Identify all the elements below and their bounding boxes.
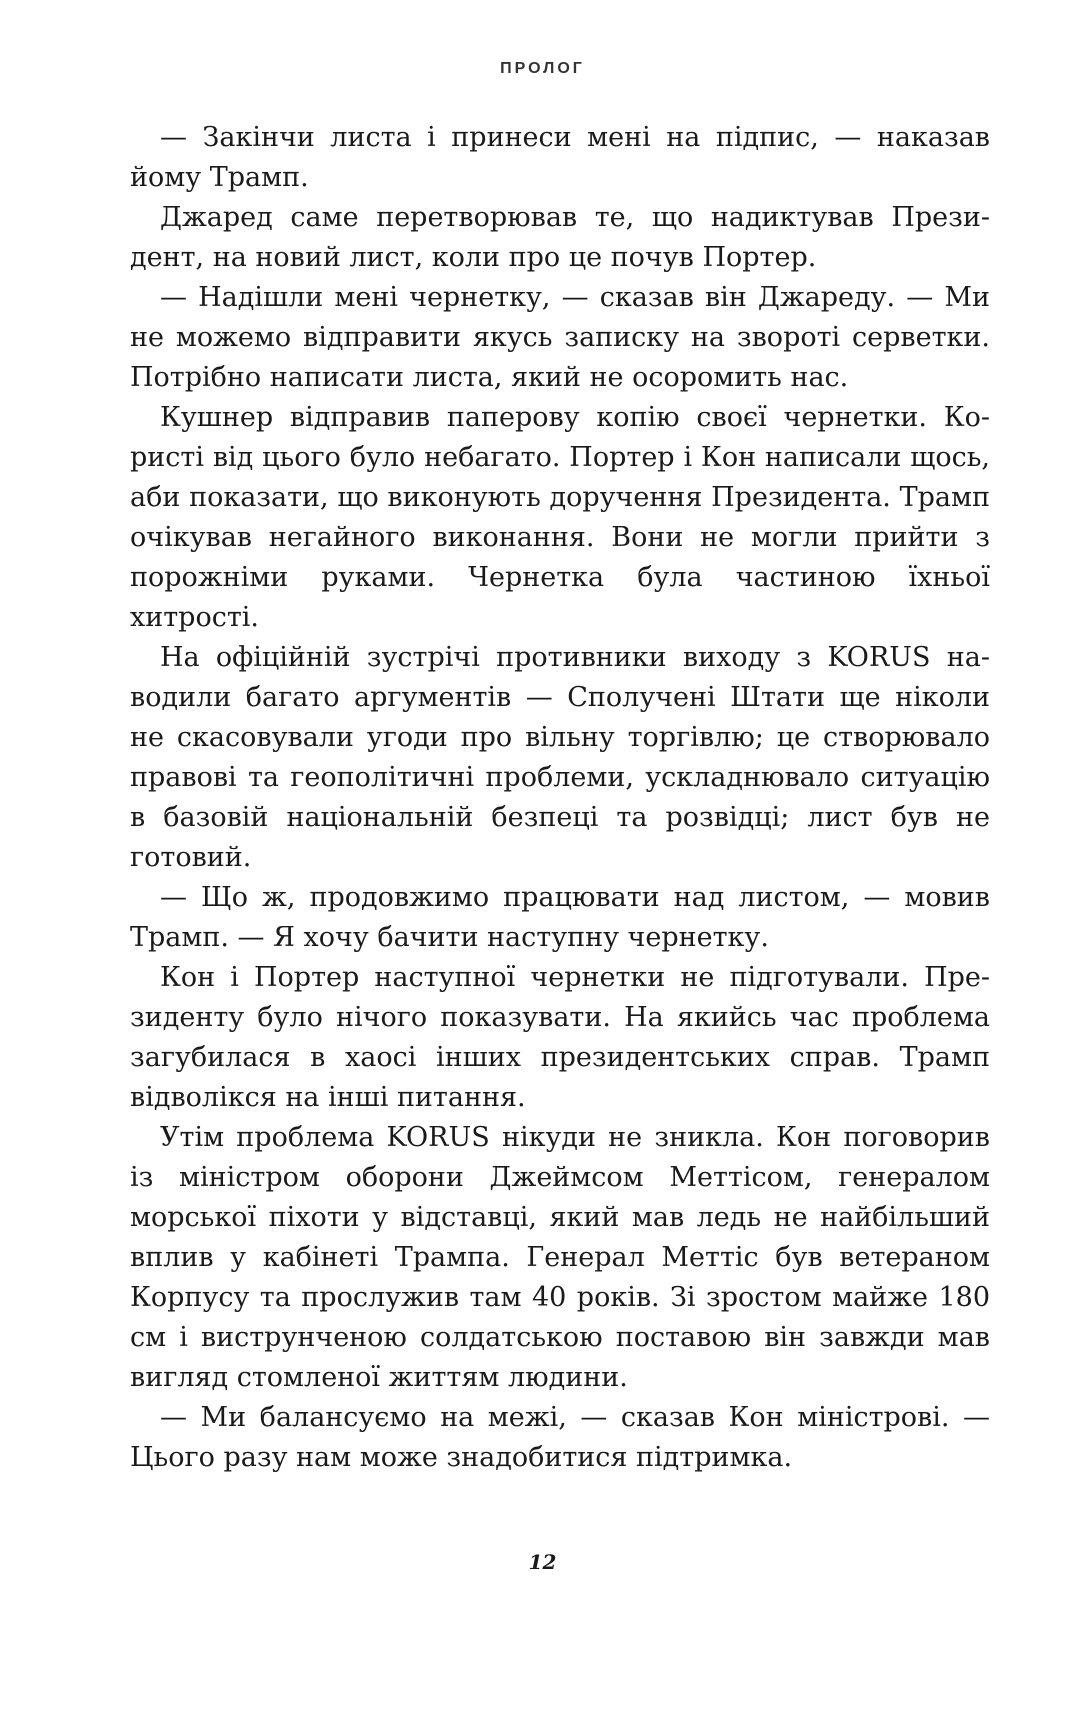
paragraph: — Що ж, продовжимо працювати над листом, — мовив Трамп. — Я хочу бачити наступну чернетку. xyxy=(130,882,990,953)
paragraph: — Ми балансуємо на межі, — сказав Кон міністрові. — Цього разу нам може знадобитися підтримка. xyxy=(130,1402,990,1473)
paragraph: Джаред саме перетворював те, що надиктував Президент, на новий лист, коли про це почув Портер. xyxy=(130,202,990,273)
paragraph: — Надішли мені чернетку, — сказав він Джареду. — Ми не можемо відправити якусь записку на звороті серветки. Потрібно написати листа, який не осоромить нас. xyxy=(130,282,990,393)
paragraph: Кон і Портер наступної чернетки не підготували. Президенту було нічого показувати. На якийсь час проблема загубилася в хаосі інших президентських справ. Трамп відволікся на інші питання. xyxy=(130,962,990,1113)
paragraph: Кушнер відправив паперову копію своєї чернетки. Користі від цього було небагато. Портер і Кон написали щось, аби показати, що виконують доручення Президента. Трамп очікував негайного виконання. Вони не могли прийти з порожніми руками. Чернетка була частиною їхньої хитрості. xyxy=(130,402,990,633)
paragraph: Утім проблема KORUS нікуди не зникла. Кон поговорив із міністром оборони Джеймсом Меттісом, генералом морської піхоти у відставці, який мав ледь не найбільший вплив у кабінеті Трампа. Генерал Меттіс був ветераном Корпусу та прослужив там 40 років. Зі зростом майже 180 см і виструнченою солдатською поставою він завжди мав вигляд стомленої життям людини. xyxy=(130,1122,990,1393)
running-title: ПРОЛОГ xyxy=(500,60,585,77)
paragraph: — Закінчи листа і принеси мені на підпис, — наказав йому Трамп. xyxy=(130,122,990,193)
page-number: 12 xyxy=(528,1550,557,1574)
paragraph: На офіційній зустрічі противники виходу з KORUS наводили багато аргументів — Сполучені Штати ще ніколи не скасовували угоди про вільну торгівлю; це створювало правові та геополітичні проблеми, ускладнювало ситуацію в базовій національній безпеці та розвідці; лист був не готовий. xyxy=(130,642,990,873)
body-text xyxy=(130,118,990,1478)
